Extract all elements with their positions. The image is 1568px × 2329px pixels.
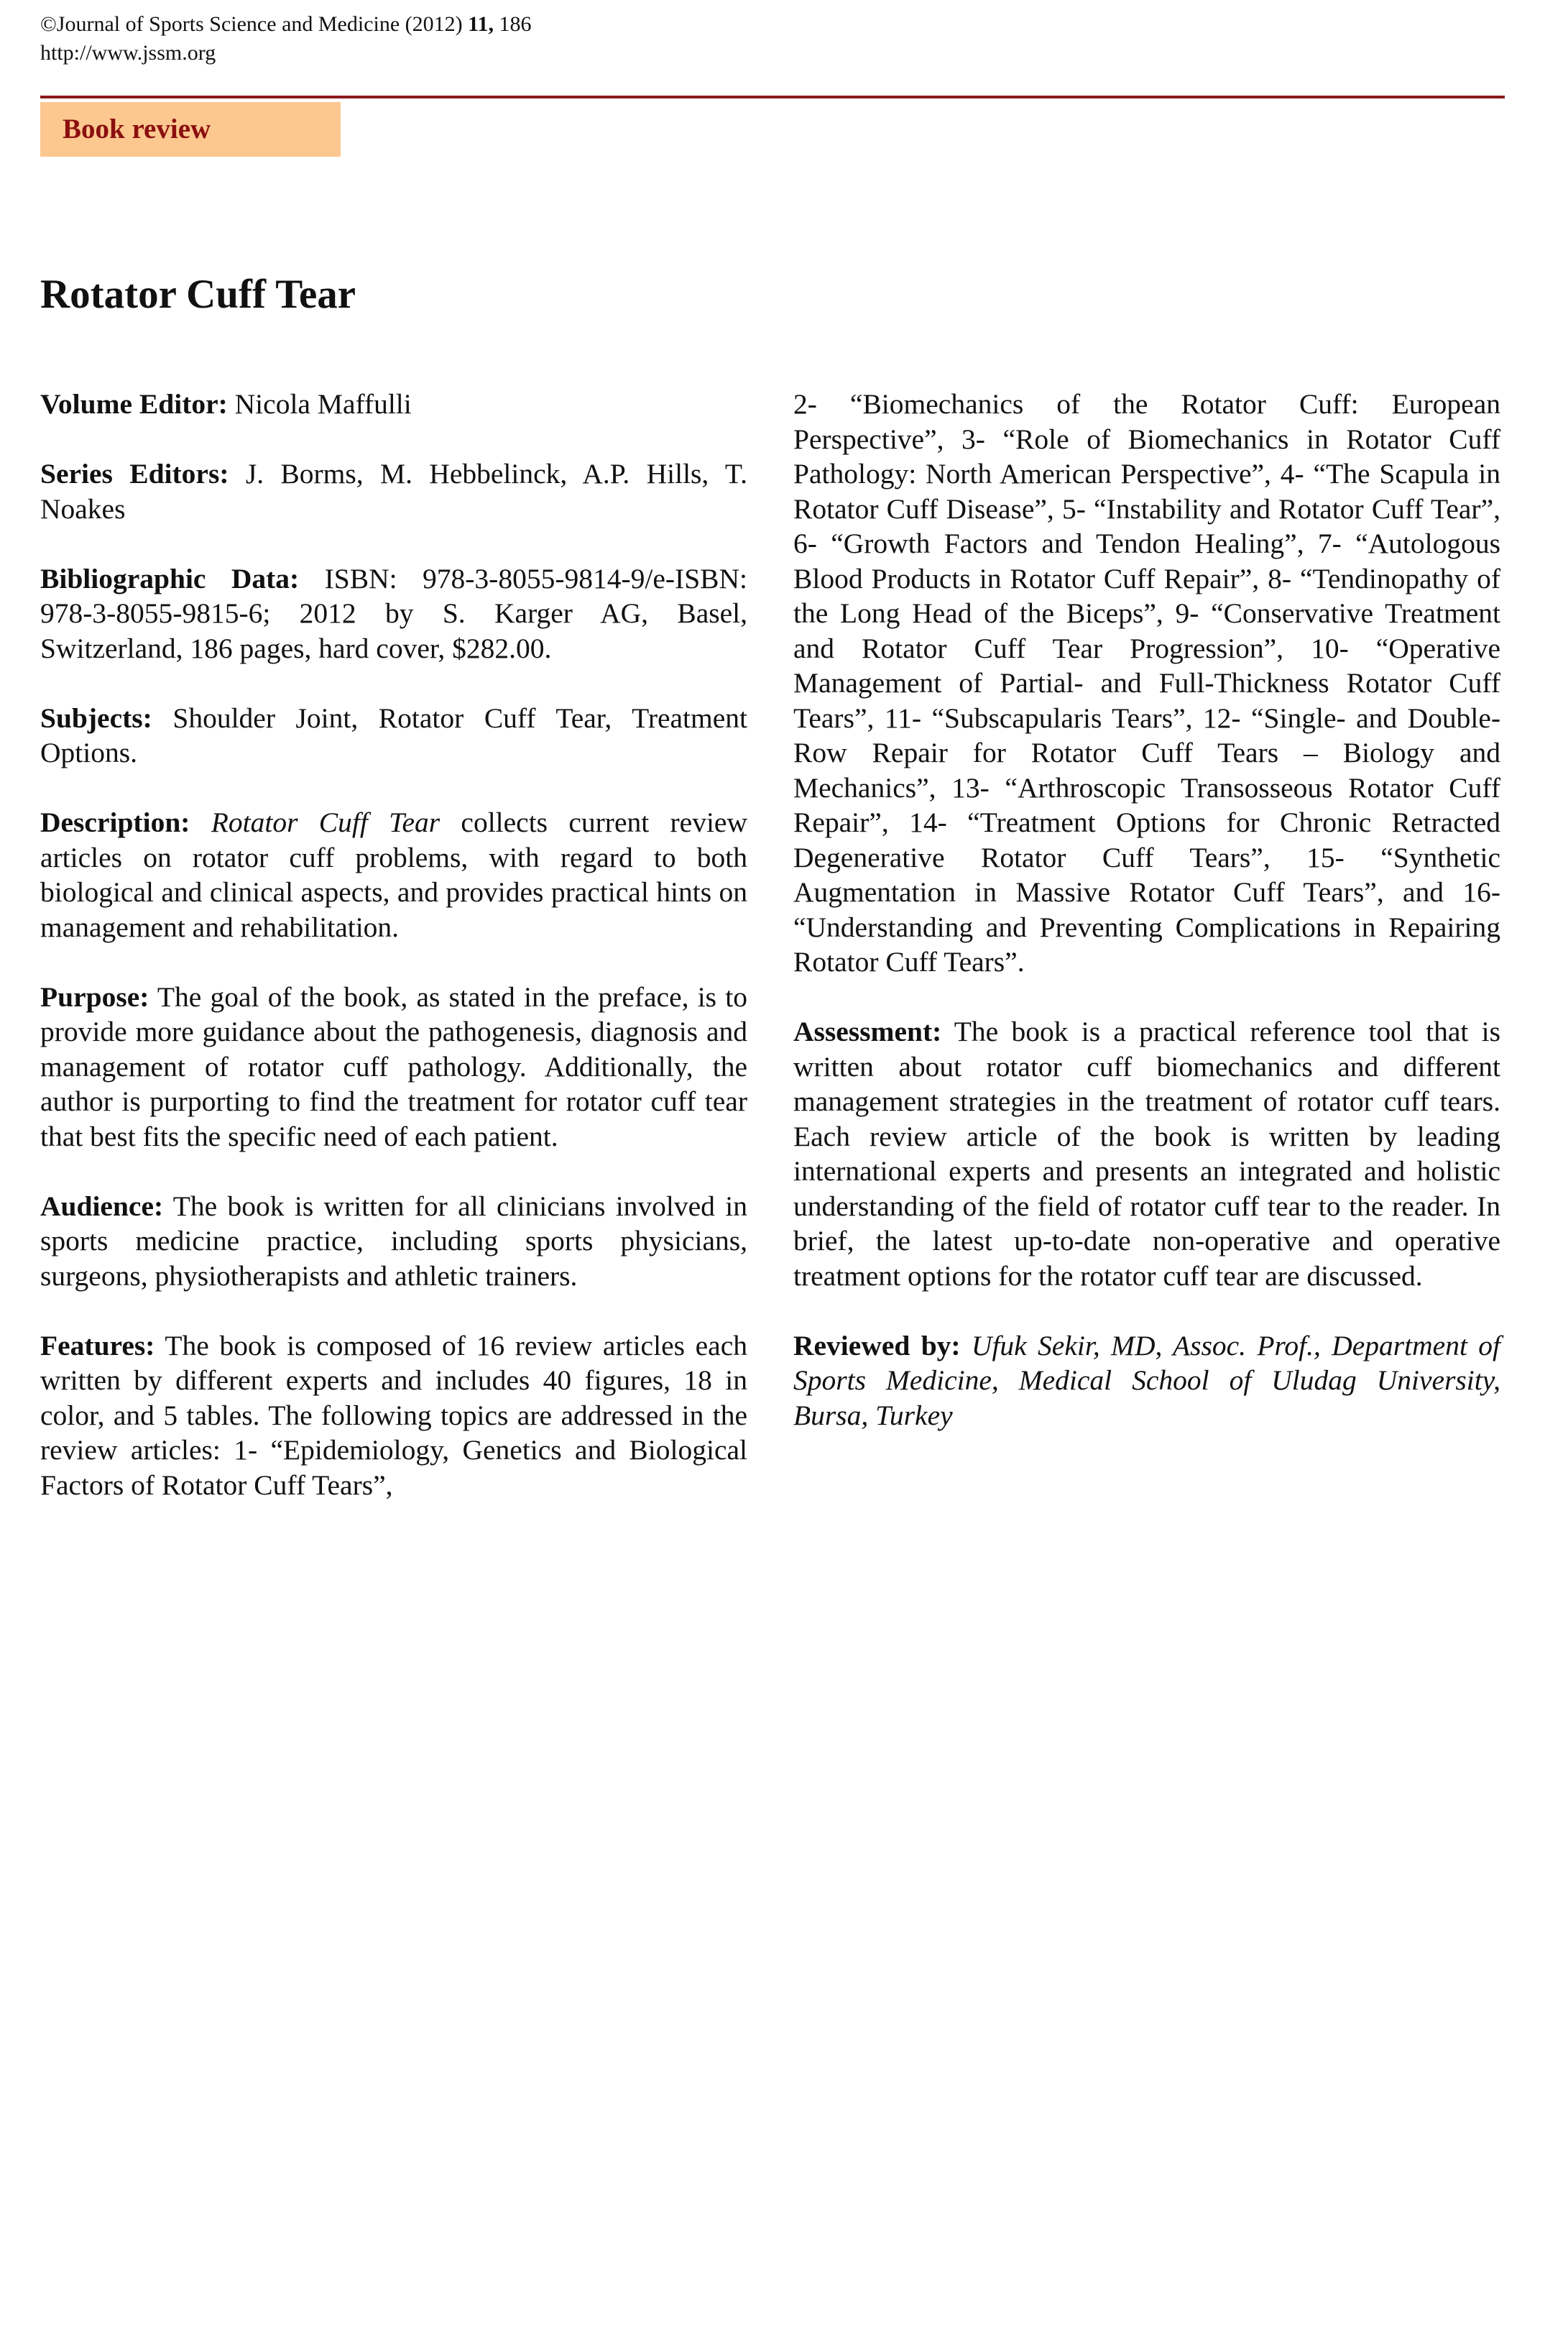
journal-citation — [40, 10, 532, 39]
volume-editor-text: Nicola Maffulli — [227, 388, 412, 420]
description-label: Description: — [40, 807, 190, 838]
journal-url[interactable]: http://www.jssm.org — [40, 41, 216, 65]
features-continued-paragraph — [793, 387, 1500, 980]
article-title: Rotator Cuff Tear — [40, 272, 356, 317]
journal-page: 186 — [494, 12, 532, 36]
header-rule — [40, 96, 1505, 98]
journal-header — [40, 10, 532, 68]
subjects-label: Subjects: — [40, 702, 152, 734]
subjects-paragraph — [40, 701, 747, 771]
section-badge: Book review — [40, 102, 341, 157]
volume-editor-paragraph — [40, 387, 747, 422]
description-text: collects current review articles on rotator cuff problems, with regard to both biological and clinical aspects, and provides practical hints on management and rehabilitation. — [40, 807, 747, 943]
reviewed-by-paragraph — [793, 1328, 1500, 1433]
audience-paragraph — [40, 1189, 747, 1294]
bibliographic-data-paragraph — [40, 561, 747, 666]
journal-volume: 11, — [468, 12, 494, 36]
assessment-text: The book is a practical reference tool that is written about rotator cuff biomechanics and different management strategies in the treatment of rotator cuff tears. Each review article of the book is written by leading international experts and presents an integrated and holistic understanding of the field of rotator cuff tear to the reader. In brief, the latest up-to-date non-operative and operative treatment options for the rotator cuff tear are discussed. — [793, 1016, 1500, 1292]
right-column — [793, 387, 1500, 1468]
reviewed-by-label: Reviewed by: — [793, 1329, 961, 1361]
purpose-text: The goal of the book, as stated in the preface, is to provide more guidance about the pathogenesis, diagnosis and management of rotator cuff pathology. Additionally, the author is purporting to find the treatment for rotator cuff tear that best fits the specific need of each patient. — [40, 980, 747, 1152]
left-column — [40, 387, 747, 1538]
audience-label: Audience: — [40, 1190, 164, 1222]
series-editors-text: J. Borms, M. Hebbelinck, A.P. Hills, T. Noakes — [40, 458, 747, 525]
reviewed-by-text: Ufuk Sekir, MD, Assoc. Prof., Department of Sports Medicine, Medical School of Uludag University, Bursa, Turkey — [793, 1329, 1500, 1431]
series-editors-paragraph — [40, 456, 747, 526]
assessment-paragraph — [793, 1014, 1500, 1293]
subjects-text: Shoulder Joint, Rotator Cuff Tear, Treatment Options. — [40, 702, 747, 768]
purpose-paragraph — [40, 980, 747, 1154]
journal-citation-text: ©Journal of Sports Science and Medicine (2012) — [40, 12, 469, 36]
bibliographic-data-text: ISBN: 978-3-8055-9814-9/e-ISBN: 978-3-8055-9815-6; 2012 by S. Karger AG, Basel, Switzerland, 186 pages, hard cover, $282.00. — [40, 562, 748, 664]
features-paragraph — [40, 1328, 747, 1503]
features-label: Features: — [40, 1329, 155, 1361]
volume-editor-label: Volume Editor: — [40, 388, 228, 420]
description-paragraph — [40, 805, 747, 945]
assessment-label: Assessment: — [793, 1016, 942, 1047]
purpose-label: Purpose: — [40, 980, 149, 1013]
features-text-right: 2- “Biomechanics of the Rotator Cuff: European Perspective”, 3- “Role of Biomechanics in Rotator Cuff Pathology: North American Perspective”, 4- “The Scapula in Rotator Cuff Disease”, 5- “Instability and Rotator Cuff Tear”, 6- “Growth Factors and Tendon Healing”, 7- “Autologous Blood Products in Rotator Cuff Repair”, 8- “Tendinopathy of the Long Head of the Biceps”, 9- “Conservative Treatment and Rotator Cuff Tear Progression”, 10- “Operative Management of Partial- and Full-Thickness Rotator Cuff Tears”, 11- “Subscapularis Tears”, 12- “Single- and Double-Row Repair for Rotator Cuff Tears – Biology and Mechanics”, 13- “Arthroscopic Transosseous Rotator Cuff Repair”, 14- “Treatment Options for Chronic Retracted Degenerative Rotator Cuff Tears”, 15- “Synthetic Augmentation in Massive Rotator Cuff Tears”, and 16- “Understanding and Preventing Complications in Repairing Rotator Cuff Tears”. — [793, 388, 1500, 978]
bibliographic-data-label: Bibliographic Data: — [40, 562, 300, 594]
audience-text: The book is written for all clinicians involved in sports medicine practice, including sports physicians, surgeons, physiotherapists and athletic trainers. — [40, 1190, 747, 1292]
description-book-title: Rotator Cuff Tear — [211, 807, 441, 838]
features-text-left: The book is composed of 16 review articles each written by different experts and includes 40 figures, 18 in color, and 5 tables. The following topics are addressed in the review articles: 1- “Epidemiology, Genetics and Biological Factors of Rotator Cuff Tears”, — [40, 1329, 747, 1501]
series-editors-label: Series Editors: — [40, 458, 229, 490]
